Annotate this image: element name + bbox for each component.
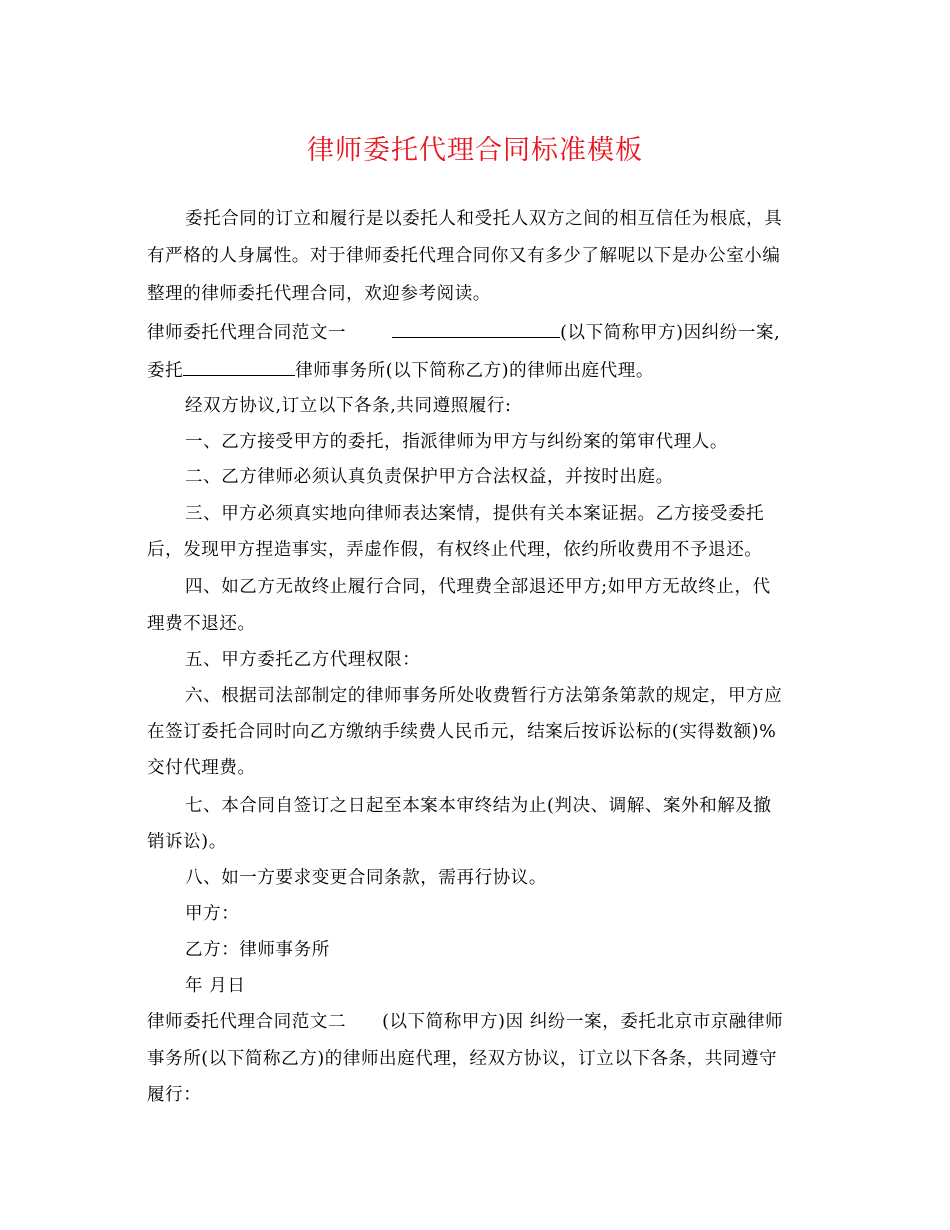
sample2-first-line xyxy=(147,1010,783,1034)
sample2-line-2: 事务所(以下简称乙方)的律师出庭代理，经双方协议，订立以下各条，共同遵守 xyxy=(147,1049,778,1069)
sample1-line1-text: (以下简称甲方)因纠纷一案, xyxy=(560,323,781,343)
date-line: 年 月日 xyxy=(185,976,246,996)
intro-line-3: 整理的律师委托代理合同，欢迎参考阅读。 xyxy=(147,284,491,304)
clause-1: 一、乙方接受甲方的委托，指派律师为甲方与纠纷案的第审代理人。 xyxy=(185,432,728,452)
party-a-blank[interactable] xyxy=(392,319,560,338)
sample2-heading: 律师委托代理合同范文二 xyxy=(147,1012,347,1032)
clause-6-line-2: 在签订委托合同时向乙方缴纳手续费人民币元，结案后按诉讼标的(实得数额)% xyxy=(147,722,777,742)
clause-6-line-3: 交付代理费。 xyxy=(147,758,256,778)
clause-2: 二、乙方律师必须认真负责保护甲方合法权益，并按时出庭。 xyxy=(185,467,674,487)
sample1-second-line xyxy=(147,357,654,383)
clause-5: 五、甲方委托乙方代理权限： xyxy=(185,650,421,670)
sample1-line2-prefix: 委托 xyxy=(147,361,184,381)
clause-7-line-1: 七、本合同自签订之日起至本案本审终结为止(判决、调解、案外和解及撤 xyxy=(185,796,772,816)
sample1-first-line xyxy=(147,319,780,345)
document-title: 律师委托代理合同标准模板 xyxy=(307,135,643,166)
clause-7-line-2: 销诉讼)。 xyxy=(147,832,227,852)
clause-3-line-2: 后，发现甲方捏造事实，弄虚作假，有权终止代理，依约所收费用不予退还。 xyxy=(147,540,763,560)
clause-4-line-1: 四、如乙方无故终止履行合同，代理费全部退还甲方;如甲方无故终止，代 xyxy=(185,577,771,597)
clause-3-line-1: 三、甲方必须真实地向律师表达案情，提供有关本案证据。乙方接受委托 xyxy=(185,504,765,524)
sample2-line-3: 履行： xyxy=(147,1085,202,1105)
party-a-signature: 甲方： xyxy=(185,904,240,924)
intro-line-2: 有严格的人身属性。对于律师委托代理合同你又有多少了解呢以下是办公室小编 xyxy=(147,246,781,266)
law-firm-blank[interactable] xyxy=(183,357,295,376)
clause-4-line-2: 理费不退还。 xyxy=(147,614,256,634)
sample1-heading: 律师委托代理合同范文一 xyxy=(147,323,347,343)
party-b-signature: 乙方：律师事务所 xyxy=(185,940,330,960)
agreement-line: 经双方协议,订立以下各条,共同遵照履行: xyxy=(185,396,512,416)
clause-8: 八、如一方要求变更合同条款，需再行协议。 xyxy=(185,868,547,888)
sample2-line1-text: (以下简称甲方)因 纠纷一案，委托北京市京融律师 xyxy=(382,1012,784,1032)
sample1-line2-text: 律师事务所(以下简称乙方)的律师出庭代理。 xyxy=(295,361,654,381)
clause-6-line-1: 六、根据司法部制定的律师事务所处收费暂行方法第条第款的规定，甲方应 xyxy=(185,686,783,706)
intro-line-1: 委托合同的订立和履行是以委托人和受托人双方之间的相互信任为根底，具 xyxy=(185,209,783,229)
